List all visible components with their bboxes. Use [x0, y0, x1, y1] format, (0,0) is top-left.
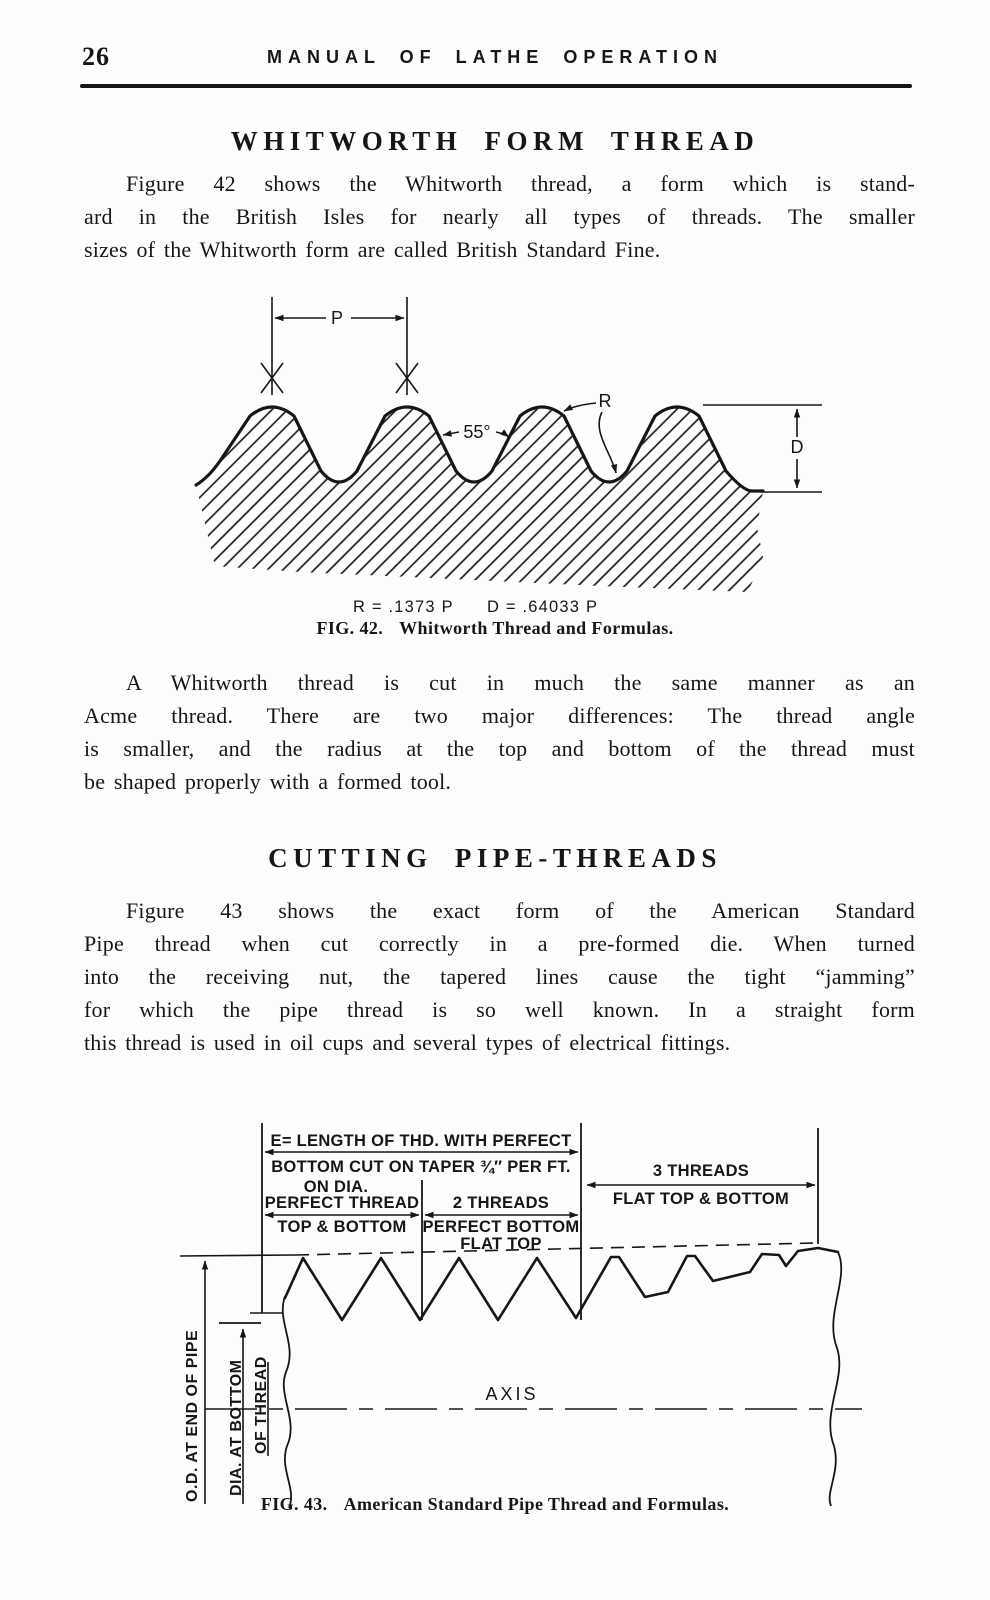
text-line: ard in the British Isles for nearly all types of threads. The smaller: [84, 204, 915, 229]
fig43-e-label-line1: E= LENGTH OF THD. WITH PERFECT: [270, 1132, 572, 1150]
fig42-radius-label: R: [598, 391, 612, 411]
fig42-caption-number: FIG. 42.: [316, 618, 384, 638]
text-line: Acme thread. There are two major differences: The thread angle: [84, 703, 915, 728]
paragraph-pipe-threads: [84, 894, 915, 1059]
page-number: 26: [82, 42, 110, 71]
fig42-angle-callout: [443, 422, 509, 442]
fig42-angle-label: 55°: [463, 422, 491, 442]
fig43-drawing: [0, 1080, 990, 1520]
fig43-three-threads-label: 3 THREADS: [652, 1162, 750, 1180]
fig43-caption: [0, 1494, 990, 1515]
text-line: sizes of the Whitworth form are called British Standard Fine.: [84, 237, 661, 262]
text-line: into the receiving nut, the tapered lines cause the tight “jamming”: [84, 964, 915, 989]
fig42-depth-label: D: [790, 437, 804, 457]
fig43-e-label-line3: ON DIA.: [303, 1178, 369, 1196]
fig42-depth-formula: D = .64033 P: [487, 598, 599, 616]
fig43-caption-text: American Standard Pipe Thread and Formulas.: [343, 1494, 730, 1514]
paragraph-whitworth-intro: [84, 167, 915, 266]
fig43-right-break-line: [830, 1252, 842, 1506]
fig43-perfect-thread-label: PERFECT THREAD: [264, 1194, 420, 1212]
fig43-od-reference-line: [180, 1255, 296, 1256]
fig43-axis-label: AXIS: [485, 1384, 539, 1404]
fig43-caption-number: FIG. 43.: [260, 1494, 328, 1514]
section-heading-whitworth: WHITWORTH FORM THREAD: [230, 126, 760, 156]
running-title: MANUAL OF LATHE OPERATION: [267, 47, 723, 67]
fig43-perfect-bottom-label: PERFECT BOTTOM: [422, 1218, 580, 1236]
fig43-pipe-end-break-line: [283, 1296, 291, 1508]
text-line: is smaller, and the radius at the top and bottom of the thread must: [84, 736, 915, 761]
text-line: A Whitworth thread is cut in much the same manner as an: [126, 670, 915, 695]
fig42-caption: [0, 618, 990, 639]
fig43-thread-profile: [285, 1248, 838, 1320]
fig42-crest-cross-marks: [261, 363, 418, 393]
text-line: Pipe thread when cut correctly in a pre-formed die. When turned: [84, 931, 915, 956]
fig42-radius-formula: R = .1373 P: [353, 598, 454, 616]
text-line: Figure 43 shows the exact form of the American Standard: [126, 898, 915, 923]
fig43-two-threads-label: 2 THREADS: [452, 1194, 550, 1212]
fig43-flat-top-bottom-label: FLAT TOP & BOTTOM: [612, 1190, 790, 1208]
fig43-dia-label-line2: OF THREAD: [253, 1356, 270, 1454]
fig43-od-label: O.D. AT END OF PIPE: [184, 1329, 201, 1502]
fig42-drawing: [0, 285, 990, 620]
text-line: Figure 42 shows the Whitworth thread, a form which is stand-: [126, 171, 915, 196]
section-heading-pipe-threads: CUTTING PIPE-THREADS: [268, 843, 722, 873]
paragraph-whitworth-cutting: [84, 666, 915, 798]
fig42-pitch-label: P: [330, 308, 344, 328]
text-line: for which the pipe thread is so well known. In a straight form: [84, 997, 915, 1022]
fig43-flat-top-label: FLAT TOP: [460, 1235, 542, 1253]
fig43-top-bottom-label: TOP & BOTTOM: [277, 1218, 407, 1236]
fig43-e-label-line2: BOTTOM CUT ON TAPER ¾″ PER FT.: [271, 1158, 571, 1176]
fig42-caption-text: Whitworth Thread and Formulas.: [399, 618, 674, 638]
text-line: be shaped properly with a formed tool.: [84, 769, 452, 794]
fig43-dia-label-line1: DIA. AT BOTTOM: [228, 1359, 245, 1496]
fig43-crest-taper-dashed-line: [296, 1243, 816, 1255]
text-line: this thread is used in oil cups and several types of electrical fittings.: [84, 1030, 731, 1055]
fig42-pitch-dimension: [261, 297, 418, 395]
header-rule: [80, 84, 912, 88]
